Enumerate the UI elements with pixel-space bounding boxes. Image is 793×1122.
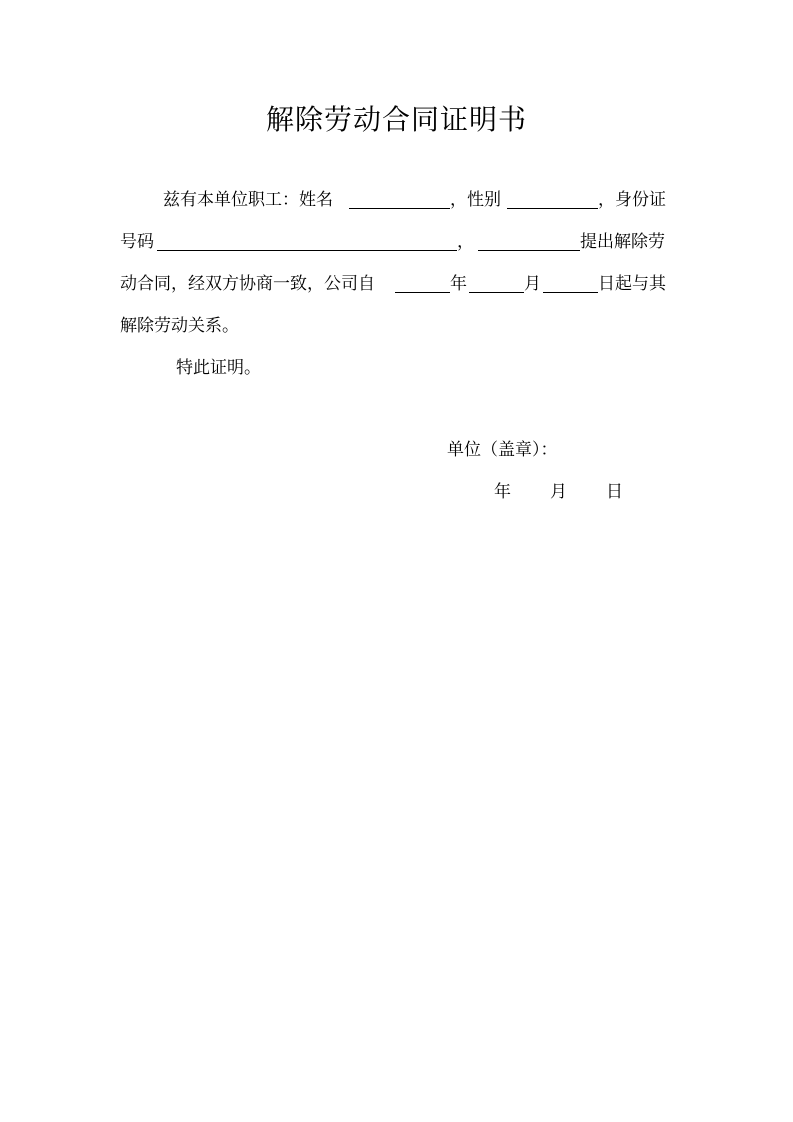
unit-seal-label: 单位（盖章）： [447, 440, 558, 460]
day-blank[interactable] [543, 271, 598, 293]
year-label: 年 [450, 274, 467, 294]
agreement-text: 动合同，经双方协商一致，公司自 [120, 274, 375, 294]
year-blank[interactable] [395, 271, 450, 293]
gender-label: ，性别 [450, 190, 501, 210]
start-text: 日起与其 [598, 274, 666, 294]
body-line-3 [0, 271, 793, 297]
body-line-4 [0, 313, 793, 339]
id-card-label: ，身份证 [598, 190, 666, 210]
signature-year-label: 年 [494, 482, 511, 502]
document-title: 解除劳动合同证明书 [265, 103, 527, 136]
certify-text: 特此证明。 [176, 358, 261, 378]
proposal-text: 提出解除劳 [580, 232, 665, 252]
signature-month-label: 月 [550, 482, 567, 502]
id-number-label: 号码 [120, 232, 154, 252]
month-blank[interactable] [469, 271, 524, 293]
month-label: 月 [524, 274, 541, 294]
body-line-1 [0, 187, 793, 213]
signature-unit-line [0, 437, 793, 463]
gender-blank[interactable] [507, 187, 598, 209]
termination-text: 解除劳动关系。 [120, 316, 239, 336]
comma: ， [457, 232, 474, 252]
id-number-blank[interactable] [157, 229, 457, 251]
name-blank[interactable] [349, 187, 450, 209]
signature-date-line [0, 479, 793, 505]
proposer-blank[interactable] [478, 229, 580, 251]
intro-text: 兹有本单位职工：姓名 [163, 190, 333, 210]
certify-line [0, 355, 793, 381]
signature-day-label: 日 [606, 482, 623, 502]
body-line-2 [0, 229, 793, 255]
